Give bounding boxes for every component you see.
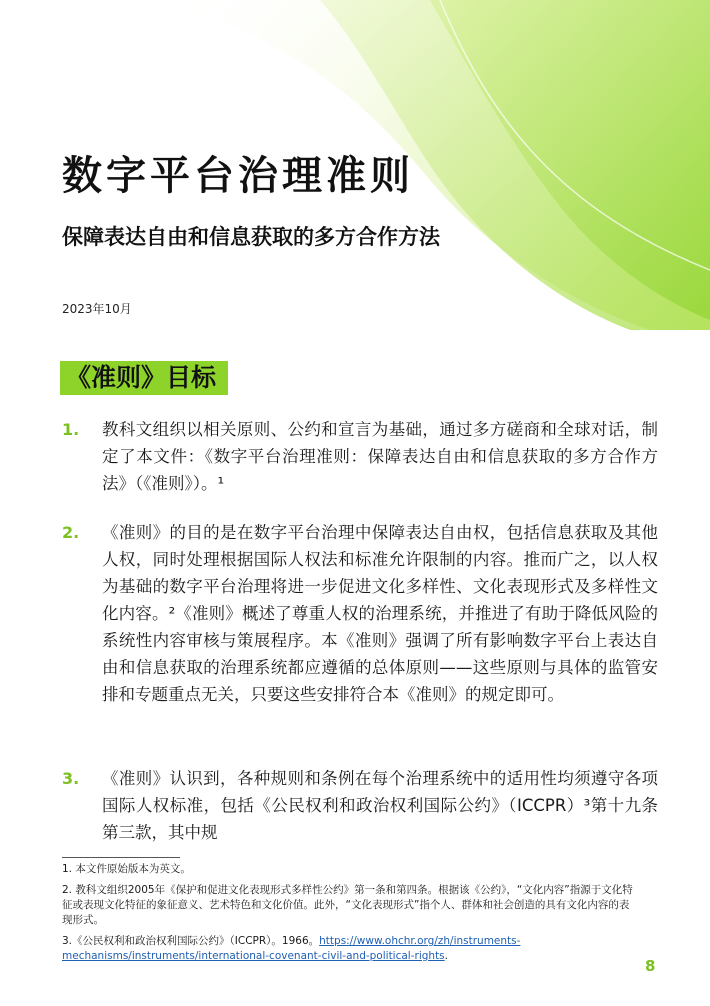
paragraph-2 xyxy=(62,519,662,708)
footnote-2: 2. 教科文组织2005年《保护和促进文化表现形式多样性公约》第一条和第四条。根据该《公约》，“文化内容”指源于文化特征或表现文化特征的象征意义、艺术特色和文化价值。此外，“文化表现形式”指个人、群体和社会创造的具有文化内容的表现形式。 xyxy=(62,884,633,926)
page-subtitle: 保障表达自由和信息获取的多方合作方法 xyxy=(62,225,440,249)
page-number: 8 xyxy=(645,957,656,975)
footnote-divider xyxy=(62,857,180,858)
page-title: 数字平台治理准则 xyxy=(62,153,414,199)
paragraph-number: 1. xyxy=(62,420,80,439)
footnote-3-link[interactable]: https://www.ohchr.org/zh/instruments-mechanisms/instruments/international-covenant-civil-and-political-rights xyxy=(62,935,521,962)
paragraph-text: 《准则》认识到，各种规则和条例在每个治理系统中的适用性均须遵守各项国际人权标准，包括《公民权利和政治权利国际公约》（ICCPR）³第十九条第三款，其中规 xyxy=(102,769,658,842)
paragraph-number: 2. xyxy=(62,523,80,542)
footnote-3 xyxy=(62,934,637,964)
footnote-3-suffix: . xyxy=(444,950,448,962)
paragraph-number: 3. xyxy=(62,769,80,788)
paragraph-text: 《准则》的目的是在数字平台治理中保障表达自由权，包括信息获取及其他人权，同时处理根据国际人权法和标准允许限制的内容。推而广之，以人权为基础的数字平台治理将进一步促进文化多样性、文化表现形式及多样性文化内容。²《准则》概述了尊重人权的治理系统，并推进了有助于降低风险的系统性内容审核与策展程序。本《准则》强调了所有影响数字平台上表达自由和信息获取的治理系统都应遵循的总体原则——这些原则与具体的监管安排和专题重点无关，只要这些安排符合本《准则》的规定即可。 xyxy=(102,523,658,704)
paragraph-text: 教科文组织以相关原则、公约和宣言为基础，通过多方磋商和全球对话，制定了本文件：《数字平台治理准则：保障表达自由和信息获取的多方合作方法》（《准则》）。¹ xyxy=(102,420,658,493)
paragraph-1 xyxy=(62,416,662,497)
section-heading: 《准则》目标 xyxy=(60,361,228,395)
footnotes xyxy=(62,862,637,970)
footnote-3-text: 3.《公民权利和政治权利国际公约》（ICCPR）。1966。 xyxy=(62,935,320,947)
paragraph-3 xyxy=(62,765,662,846)
publication-date: 2023年10月 xyxy=(62,302,132,316)
footnote-1: 1. 本文件原始版本为英文。 xyxy=(62,863,191,875)
